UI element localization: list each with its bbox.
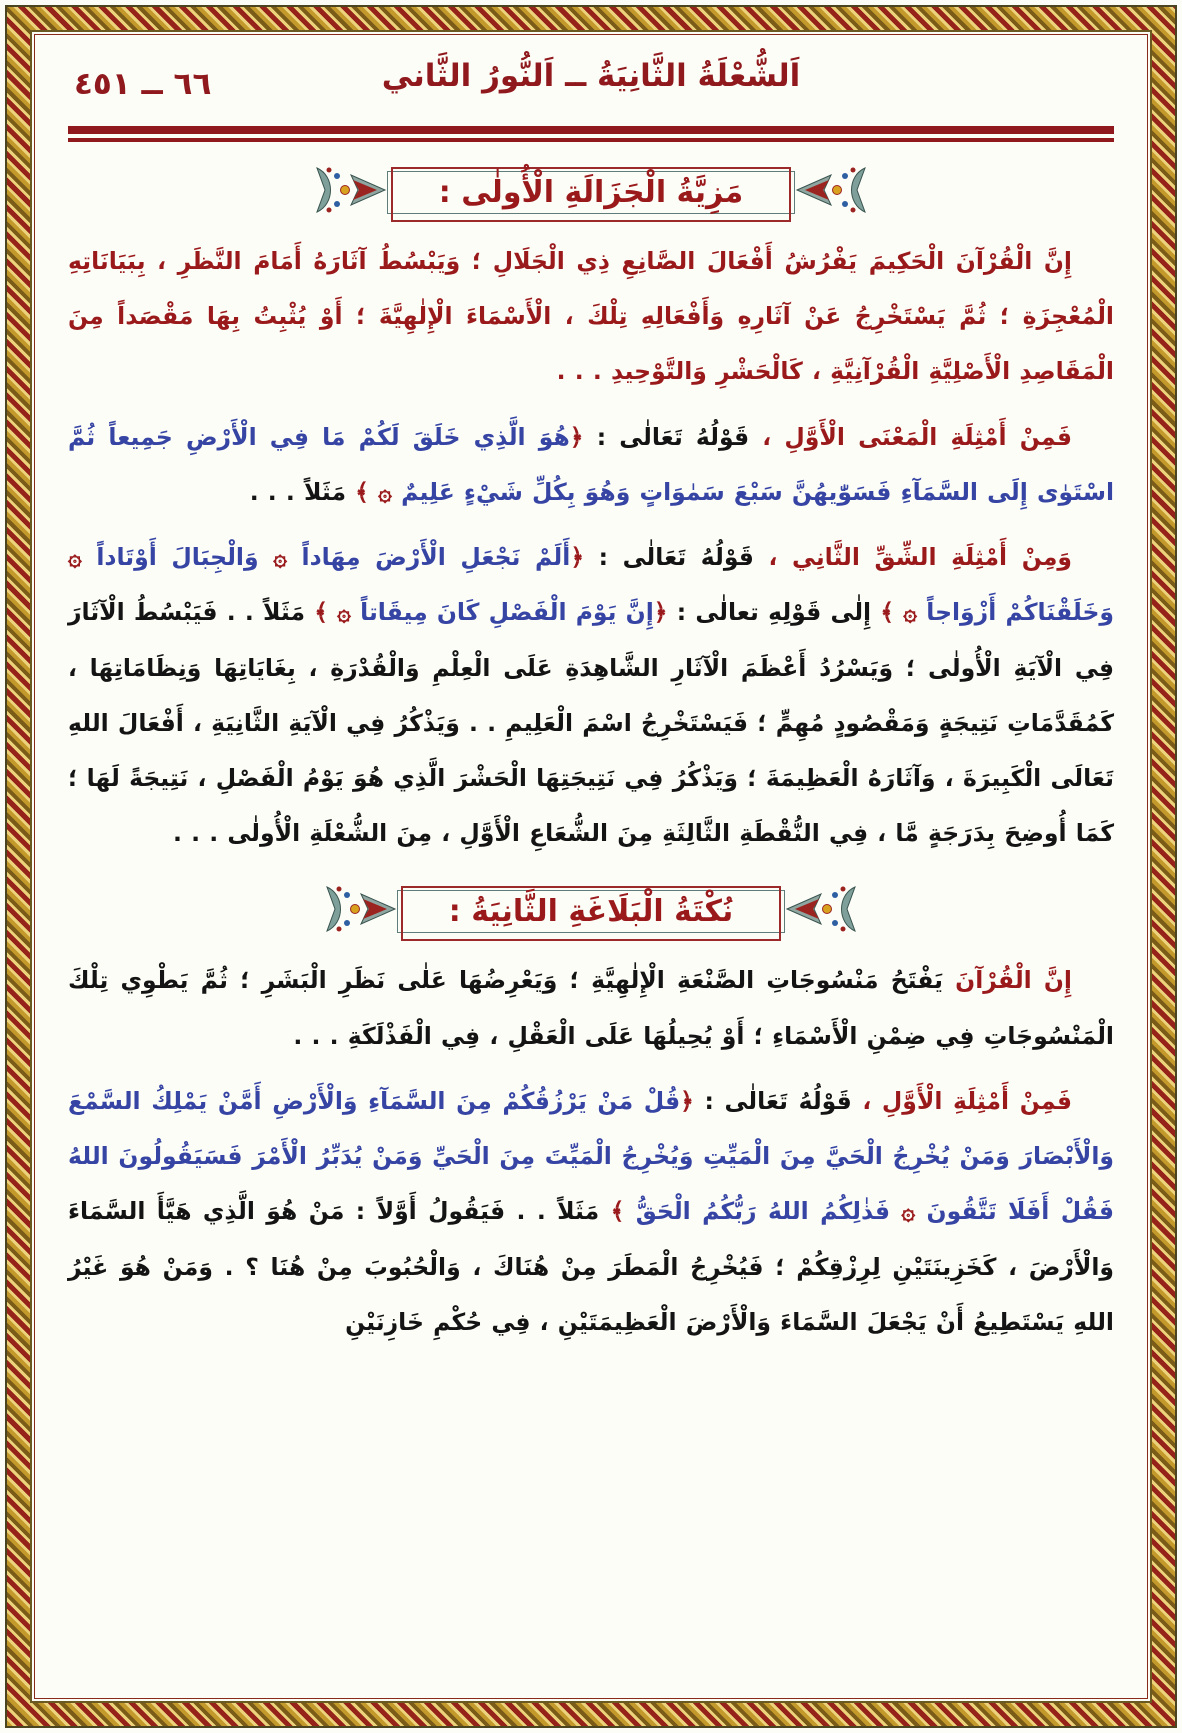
text-run-red: إِنَّ الْقُرْآنَ (942, 966, 1072, 995)
text-run-orn: ۞ (258, 543, 287, 572)
page-content (40, 30, 1142, 1703)
text-run-orn: ۞ ﴾ (871, 598, 918, 627)
section-heading-text: نُكْتَةُ الْبَلَاغَةِ الثَّانِيَةُ : (401, 886, 782, 941)
page-header (68, 58, 1114, 120)
text-run-red: فَمِنْ أَمْثِلَةِ الْأَوَّلِ ، (851, 1086, 1072, 1115)
floral-ornament-left-icon (795, 164, 867, 220)
text-run-black: قَوْلُهُ تَعَالٰى : (583, 422, 750, 451)
text-run-orn: ﴿ (570, 543, 585, 572)
paragraph (68, 1074, 1114, 1350)
text-run-orn: ۞ (889, 1197, 916, 1226)
floral-ornament-left-icon (785, 883, 857, 939)
text-run-orn: ﴿ (653, 598, 668, 627)
text-run-quran: هُوَ الَّذِي خَلَقَ لَكُمْ مَا فِي الْأَرْضِ جَمِيعاً ثُمَّ اسْتَوٰى إِلَى السَّمَآءِ فَسَوّٰيهُنَّ سَبْعَ سَمٰوَاتٍ وَهُوَ بِكُلِّ شَيْءٍ عَلِيمٌ (68, 422, 1114, 506)
text-run-black: يَفْتَحُ مَنْسُوجَاتِ الصَّنْعَةِ الْإِلٰهِيَّةِ ؛ وَيَعْرِضُهَا عَلٰى نَظَرِ الْبَشَرِ ؛ ثُمَّ يَطْوِي تِلْكَ الْمَنْسُوجَاتِ فِي ضِمْنِ الْأَسْمَاءِ ؛ أَوْ يُحِيلُهَا عَلَى الْعَقْلِ ، فِي الْفَذْلَكَةِ . . . (68, 966, 1114, 1050)
section-body (68, 953, 1114, 1350)
text-run-orn: ﴾ (599, 1197, 625, 1226)
text-run-orn: ۞ ﴾ (346, 477, 392, 506)
text-run-quran: إِنَّ يَوْمَ الْفَصْلِ كَانَ مِيقَاتاً (350, 598, 654, 627)
paragraph (68, 530, 1114, 861)
text-run-quran: وَخَلَقْنَاكُمْ أَزْوَاجاً (917, 598, 1114, 627)
header-rule-thin (68, 138, 1114, 142)
text-run-orn: ۞ (68, 543, 82, 572)
floral-ornament-right-icon (315, 164, 387, 220)
text-run-black: مَثَلاً . . فَيَبْسُطُ الْآثَارَ فِي الْآيَةِ الْأُولٰى ؛ وَيَسْرُدُ أَعْظَمَ الْآثَارِ الشَّاهِدَةِ عَلَى الْعِلْمِ وَالْقُدْرَةِ ، بِغَايَاتِهَا وَنِظَامَاتِهَا ، كَمُقَدَّمَاتِ نَتِيجَةٍ وَمَقْصُودٍ مُهِمٍّ ؛ فَيَسْتَخْرِجُ اسْمَ الْعَلِيمِ . . وَيَذْكُرُ فِي الْآيَةِ الثَّانِيَةِ ، أَفْعَالَ اللهِ تَعَالَى الْكَبِيرَةَ ، وَآثَارَهُ الْعَظِيمَةَ ؛ وَيَذْكُرُ فِي نَتِيجَتِهَا الْحَشْرَ الَّذِي هُوَ يَوْمُ الْفَصْلِ ، نَتِيجَةً لَهَا ؛ كَمَا أُوضِحَ بِدَرَجَةٍ مَّا ، فِي النُّقْطَةِ الثَّالِثَةِ مِنَ الشُّعَاعِ الْأَوَّلِ ، مِنَ الشُّعْلَةِ الْأُولٰى . . . (68, 598, 1114, 848)
text-run-orn: ﴿ (680, 1086, 694, 1115)
section-heading-box (387, 171, 795, 214)
text-run-quran: فَذٰلِكُمُ اللهُ رَبُّكُمُ الْحَقُّ (624, 1197, 890, 1226)
floral-ornament-right-icon (325, 883, 397, 939)
section-body (68, 234, 1114, 861)
section-heading-row (68, 883, 1114, 939)
text-run-red: فَمِنْ أَمْثِلَةِ الْمَعْنَى الْأَوَّلِ ، (749, 422, 1072, 451)
text-run-orn: ﴿ (569, 422, 584, 451)
text-run-quran: قُلْ مَنْ يَرْزُقُكُمْ مِنَ السَّمَآءِ وَالْأَرْضِ أَمَّنْ يَمْلِكُ السَّمْعَ وَالْأَبْصَارَ وَمَنْ يُخْرِجُ الْحَيَّ مِنَ الْمَيِّتِ وَيُخْرِجُ الْمَيِّتَ مِنَ الْحَيِّ وَمَنْ يُدَبِّرُ الْأَمْرَ فَسَيَقُولُونَ اللهُ فَقُلْ أَفَلَا تَتَّقُونَ (68, 1086, 1115, 1226)
text-run-red: إِنَّ الْقُرْآنَ الْحَكِيمَ يَفْرُشُ أَفْعَالَ الصَّانِعِ ذِي الْجَلَالِ ؛ وَيَبْسُطُ آثَارَهُ أَمَامَ النَّظَرِ ، بِبَيَانَاتِهِ الْمُعْجِزَةِ ؛ ثُمَّ يَسْتَخْرِجُ عَنْ آثَارِهِ وَأَفْعَالِهِ تِلْكَ ، الْأَسْمَاءَ الْإِلٰهِيَّةَ ؛ أَوْ يُثْبِتُ بِهَا مَقْصَداً مِنَ الْمَقَاصِدِ الْأَصْلِيَّةِ الْقُرْآنِيَّةِ ، كَالْحَشْرِ وَالتَّوْحِيدِ . . . (68, 247, 1114, 386)
text-run-black: إِلٰى قَوْلِهِ تعالٰى : (667, 598, 872, 627)
text-run-quran: أَلَمْ نَجْعَلِ الْأَرْضَ مِهَاداً (286, 543, 571, 572)
paragraph (68, 234, 1114, 400)
text-run-black: قَوْلُهُ تَعَالٰى : (693, 1086, 852, 1115)
page-title: اَلشُّعْلَةُ الثَّانِيَةُ ــ اَلنُّورُ الثَّاني (381, 58, 801, 94)
header-rule-thick (68, 126, 1114, 134)
section-heading-text: مَزِيَّةُ الْجَزَالَةِ الْأُولٰى : (391, 167, 791, 222)
text-run-black: مَثَلاً . . . (249, 477, 346, 506)
text-run-orn: ۞ ﴾ (305, 598, 351, 627)
paragraph (68, 953, 1114, 1063)
page-number: ٦٦ ــ ٤٥١ (74, 66, 212, 102)
section-heading-box (397, 890, 786, 933)
text-run-quran: وَالْجِبَالَ أَوْتَاداً (81, 543, 259, 572)
section-heading-row (68, 164, 1114, 220)
paragraph (68, 410, 1114, 520)
text-run-black: قَوْلُهُ تَعَالٰى : (584, 543, 754, 572)
text-run-black: مَثَلاً . . فَيَقُولُ أَوَّلاً : مَنْ هُوَ الَّذِي هَيَّأَ السَّمَاءَ وَالْأَرْضَ ، كَخَزِينَتَيْنِ لِرِزْقِكُمْ ؛ فَيُخْرِجُ الْمَطَرَ مِنْ هُنَاكَ ، وَالْحُبُوبَ مِنْ هُنَا ؟ . وَمَنْ هُوَ غَيْرُ اللهِ يَسْتَطِيعُ أَنْ يَجْعَلَ السَّمَاءَ وَالْأَرْضَ الْعَظِيمَتَيْنِ ، فِي حُكْمِ خَازِنَيْنِ (68, 1197, 1114, 1336)
text-run-red: وَمِنْ أَمْثِلَةِ الشِّقِّ الثَّانِي ، (753, 543, 1073, 572)
